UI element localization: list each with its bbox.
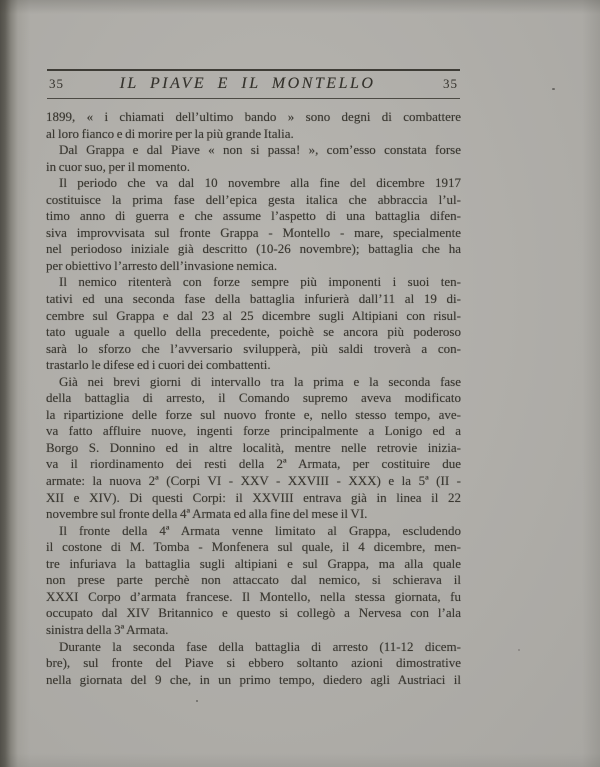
text-line: novembre sul fronte della 4ª Armata ed alla fine del mese il VI. bbox=[46, 506, 368, 522]
page-number-right: 35 bbox=[442, 76, 458, 91]
text-line: occupato dal XIV Britannico e questo si collegò a Nervesa con l’ala bbox=[46, 605, 461, 621]
text-line: bre), sul fronte del Piave si ebbero soltanto azioni dimostrative bbox=[46, 655, 461, 671]
scan-speck bbox=[196, 700, 198, 702]
text-line: per obiettivo l’arresto dell’invasione nemica. bbox=[46, 257, 278, 273]
text-line: Durante la seconda fase della battaglia di arresto (11-12 dicem- bbox=[59, 638, 461, 654]
header-row bbox=[49, 75, 458, 93]
text-line: Borgo S. Donnino ed in altre località, mentre nelle retrovie inizia- bbox=[46, 439, 461, 455]
text-line: XXXI Corpo d’armata francese. Il Montello, nella stessa giornata, fu bbox=[46, 588, 461, 604]
text-line: Il periodo che va dal 10 novembre alla fine del dicembre 1917 bbox=[59, 175, 461, 191]
text-line: va il riordinamento dei resti della 2ª Armata, per costituire due bbox=[46, 456, 461, 472]
text-line: va fatto affluire nuove, ingenti forze principalmente a Lonigo ed a bbox=[46, 423, 461, 439]
text-line: il costone di M. Tomba - Monfenera sul quale, il 4 dicembre, men- bbox=[46, 539, 461, 555]
text-line: al loro fianco e di morire per la più grande Italia. bbox=[46, 125, 294, 141]
text-line: Dal Grappa e dal Piave « non si passa! », com’esso constata forse bbox=[59, 142, 461, 158]
text-line: la ripartizione delle forze sul nuovo fronte e, nello stesso tempo, ave- bbox=[46, 406, 461, 422]
paragraph bbox=[46, 142, 461, 175]
text-line: 1899, « i chiamati dell’ultimo bando » sono degni di combattere bbox=[46, 109, 461, 124]
text-line: timo anno di guerra e che assume l’aspetto di una battaglia difen- bbox=[46, 208, 461, 224]
text-line: della battaglia di arresto, il Comando supremo aveva modificato bbox=[46, 390, 461, 406]
text-line: sarà lo sforzo che l’avversario svilupperà, più saldi troverà a con- bbox=[46, 340, 461, 356]
text-line: sinistra della 3ª Armata. bbox=[46, 621, 169, 637]
text-line: XII e XIV). Di questi Corpi: il XXVIII entrava già in linea il 22 bbox=[46, 489, 461, 505]
text-line: tre infuriava la battaglia sugli altipiani e sul Grappa, ma alla quale bbox=[46, 555, 461, 571]
text-line: armate: la nuova 2ª (Corpi VI - XXV - XXVIII - XXX) e la 5ª (II - bbox=[46, 473, 461, 489]
text-line: trastarlo le difese ed i cuori dei combattenti. bbox=[46, 357, 271, 373]
paragraph bbox=[46, 274, 461, 373]
running-head bbox=[47, 69, 460, 99]
text-line: tativi ed una seconda fase della battaglia infurierà dall’11 al 19 di- bbox=[46, 291, 461, 307]
text-line: Già nei brevi giorni di intervallo tra la prima e la seconda fase bbox=[59, 373, 461, 389]
header-rule-top bbox=[47, 69, 460, 71]
paragraph bbox=[46, 639, 461, 689]
text-line: siva improvvisata sul fronte Grappa - Montello - mare, specialmente bbox=[46, 224, 461, 240]
text-line: nel periodoso iniziale già descritto (10-26 novembre); battaglia che ha bbox=[46, 241, 461, 257]
text-line: tato uguale a quello della precedente, poichè se ancora più poderoso bbox=[46, 324, 461, 340]
page-number-left: 35 bbox=[49, 76, 64, 91]
paragraph bbox=[46, 374, 461, 523]
scan-speck bbox=[552, 88, 555, 90]
text-line: Il fronte della 4ª Armata venne limitato al Grappa, escludendo bbox=[59, 522, 461, 538]
text-line: cembre sul Grappa e dal 23 al 25 dicembre sugli Altipiani con risul- bbox=[46, 307, 461, 323]
text-line: Il nemico ritenterà con forze sempre più imponenti i suoi ten- bbox=[59, 274, 461, 290]
text-line: nella giornata del 9 che, in un primo tempo, diedero agli Austriaci il bbox=[46, 671, 461, 687]
paragraph bbox=[46, 523, 461, 639]
text-line: in cuor suo, per il momento. bbox=[46, 158, 190, 174]
scan-speck bbox=[518, 649, 520, 651]
body-text bbox=[46, 109, 461, 688]
paragraph bbox=[46, 109, 461, 142]
paragraph bbox=[46, 175, 461, 274]
text-line: non prese parte perchè non attaccato dal nemico, si schierava il bbox=[46, 572, 461, 588]
header-rule-bottom bbox=[47, 98, 460, 99]
running-title: IL PIAVE E IL MONTELLO bbox=[119, 75, 376, 92]
text-line: costituisce la prima fase dell’epica gesta italica che abbraccia l’ul- bbox=[46, 191, 461, 207]
